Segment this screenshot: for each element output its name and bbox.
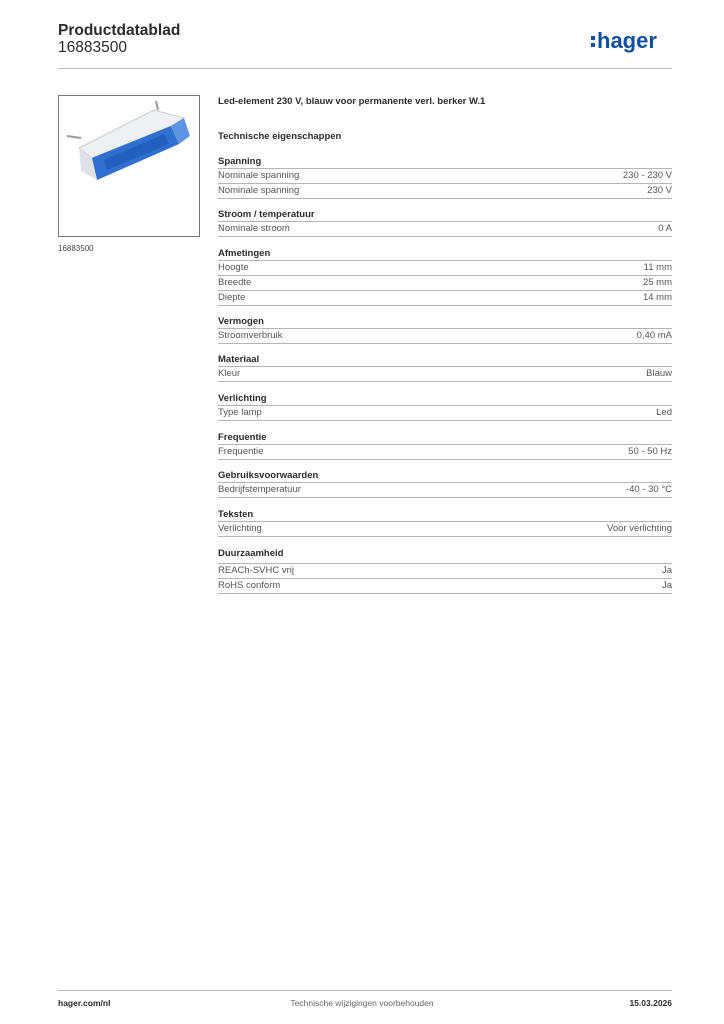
spec-label: Type lamp [218, 407, 262, 418]
spec-label: Nominale spanning [218, 170, 300, 181]
spec-group-gebruiksvoorwaarden [218, 469, 672, 498]
product-number: 16883500 [58, 39, 127, 56]
product-image [58, 95, 200, 237]
spec-group-title: Spanning [218, 155, 672, 169]
spec-group-title: Materiaal [218, 353, 672, 367]
spec-group-title: Stroom / temperatuur [218, 208, 672, 222]
footer-notice: Technische wijzigingen voorbehouden [290, 998, 434, 1008]
spec-group-title: Frequentie [218, 431, 672, 445]
spec-row [218, 169, 672, 184]
spec-row [218, 276, 672, 291]
spec-group-materiaal [218, 353, 672, 382]
spec-group-afmetingen [218, 247, 672, 306]
spec-label: Nominale spanning [218, 185, 300, 196]
spec-row [218, 291, 672, 306]
footer-date: 15.03.2026 [629, 998, 672, 1008]
spec-label: Hoogte [218, 262, 249, 273]
spec-group-title: Verlichting [218, 392, 672, 406]
spec-value: 50 - 50 Hz [628, 446, 672, 457]
footer-website-link[interactable]: hager.com/nl [58, 998, 111, 1008]
spec-value: 230 V [647, 185, 672, 196]
spec-row [218, 483, 672, 498]
spec-group-teksten [218, 508, 672, 537]
spec-group-stroom [218, 208, 672, 237]
spec-group-title: Teksten [218, 508, 672, 522]
spec-row [218, 522, 672, 537]
spec-label: Breedte [218, 277, 252, 288]
spec-label: REACh-SVHC vrij [218, 565, 295, 576]
spec-group-duurzaamheid [218, 547, 672, 594]
spec-row [218, 184, 672, 199]
footer-divider [58, 990, 672, 991]
section-title: Technische eigenschappen [218, 131, 342, 142]
header-divider [58, 68, 672, 69]
spec-row [218, 367, 672, 382]
image-caption: 16883500 [58, 244, 94, 253]
spec-group-spanning [218, 155, 672, 199]
spec-value: 14 mm [642, 292, 672, 303]
page-title: Productdatablad [58, 22, 181, 39]
spec-row [218, 406, 672, 421]
spec-value: Blauw [646, 368, 672, 379]
spec-value: Ja [661, 580, 672, 591]
spec-row [218, 222, 672, 237]
logo-text: hager [597, 28, 657, 53]
spec-group-frequentie [218, 431, 672, 460]
spec-value: 11 mm [643, 262, 672, 273]
spec-group-verlichting [218, 392, 672, 421]
spec-group-title: Duurzaamheid [218, 547, 672, 564]
spec-value: 0,40 mA [636, 330, 672, 341]
product-description: Led-element 230 V, blauw voor permanente verl. berker W.1 [218, 96, 486, 107]
spec-label: Bedrijfstemperatuur [218, 484, 301, 495]
spec-group-vermogen [218, 315, 672, 344]
spec-value: 0 A [658, 223, 672, 234]
spec-label: Verlichting [218, 523, 262, 534]
spec-label: RoHS conform [218, 580, 281, 591]
spec-value: -40 - 30 °C [625, 484, 672, 495]
spec-row [218, 329, 672, 344]
spec-value: Ja [661, 565, 672, 576]
spec-value: 25 mm [642, 277, 672, 288]
spec-label: Diepte [218, 292, 246, 303]
hager-logo [591, 28, 673, 61]
spec-label: Stroomverbruik [218, 330, 283, 341]
spec-label: Kleur [218, 368, 241, 379]
spec-value: Voor verlichting [607, 523, 672, 534]
hager-logo-icon [591, 28, 673, 56]
spec-group-title: Vermogen [218, 315, 672, 329]
spec-group-title: Gebruiksvoorwaarden [218, 469, 672, 483]
spec-value: 230 - 230 V [622, 170, 672, 181]
spec-row [218, 564, 672, 579]
spec-label: Nominale stroom [218, 223, 290, 234]
led-element-icon [59, 96, 199, 236]
spec-row [218, 579, 672, 594]
spec-group-title: Afmetingen [218, 247, 672, 261]
spec-row [218, 261, 672, 276]
spec-value: Led [656, 407, 672, 418]
spec-row [218, 445, 672, 460]
spec-label: Frequentie [218, 446, 264, 457]
